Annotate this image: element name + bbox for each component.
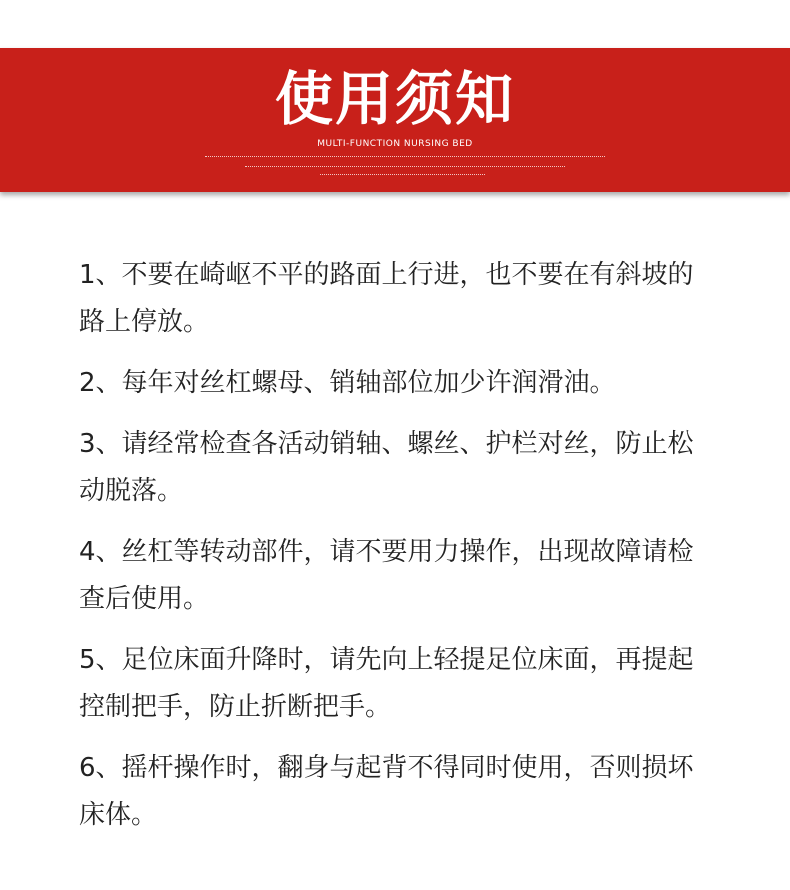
- page-subtitle: MULTI-FUNCTION NURSING BED: [317, 139, 473, 149]
- usage-note-1: 1、不要在崎岖不平的路面上行进，也不要在有斜坡的路上停放。: [79, 260, 694, 337]
- usage-note-5: 5、足位床面升降时，请先向上轻提足位床面，再提起控制把手，防止折断把手。: [79, 645, 694, 722]
- usage-note-6: 6、摇杆操作时，翻身与起背不得同时使用，否则损坏床体。: [79, 753, 694, 830]
- usage-notes-list: [79, 252, 719, 853]
- usage-note-4: 4、丝杠等转动部件，请不要用力操作，出现故障请检查后使用。: [79, 537, 694, 614]
- usage-note-2: 2、每年对丝杠螺母、销轴部位加少许润滑油。: [79, 368, 616, 398]
- header-banner: [0, 48, 790, 192]
- usage-note-3: 3、请经常检查各活动销轴、螺丝、护栏对丝，防止松动脱落。: [79, 429, 694, 506]
- decorative-divider: [320, 174, 485, 176]
- decorative-divider: [245, 166, 565, 168]
- decorative-divider: [205, 156, 605, 158]
- page-title: 使用须知: [274, 65, 515, 133]
